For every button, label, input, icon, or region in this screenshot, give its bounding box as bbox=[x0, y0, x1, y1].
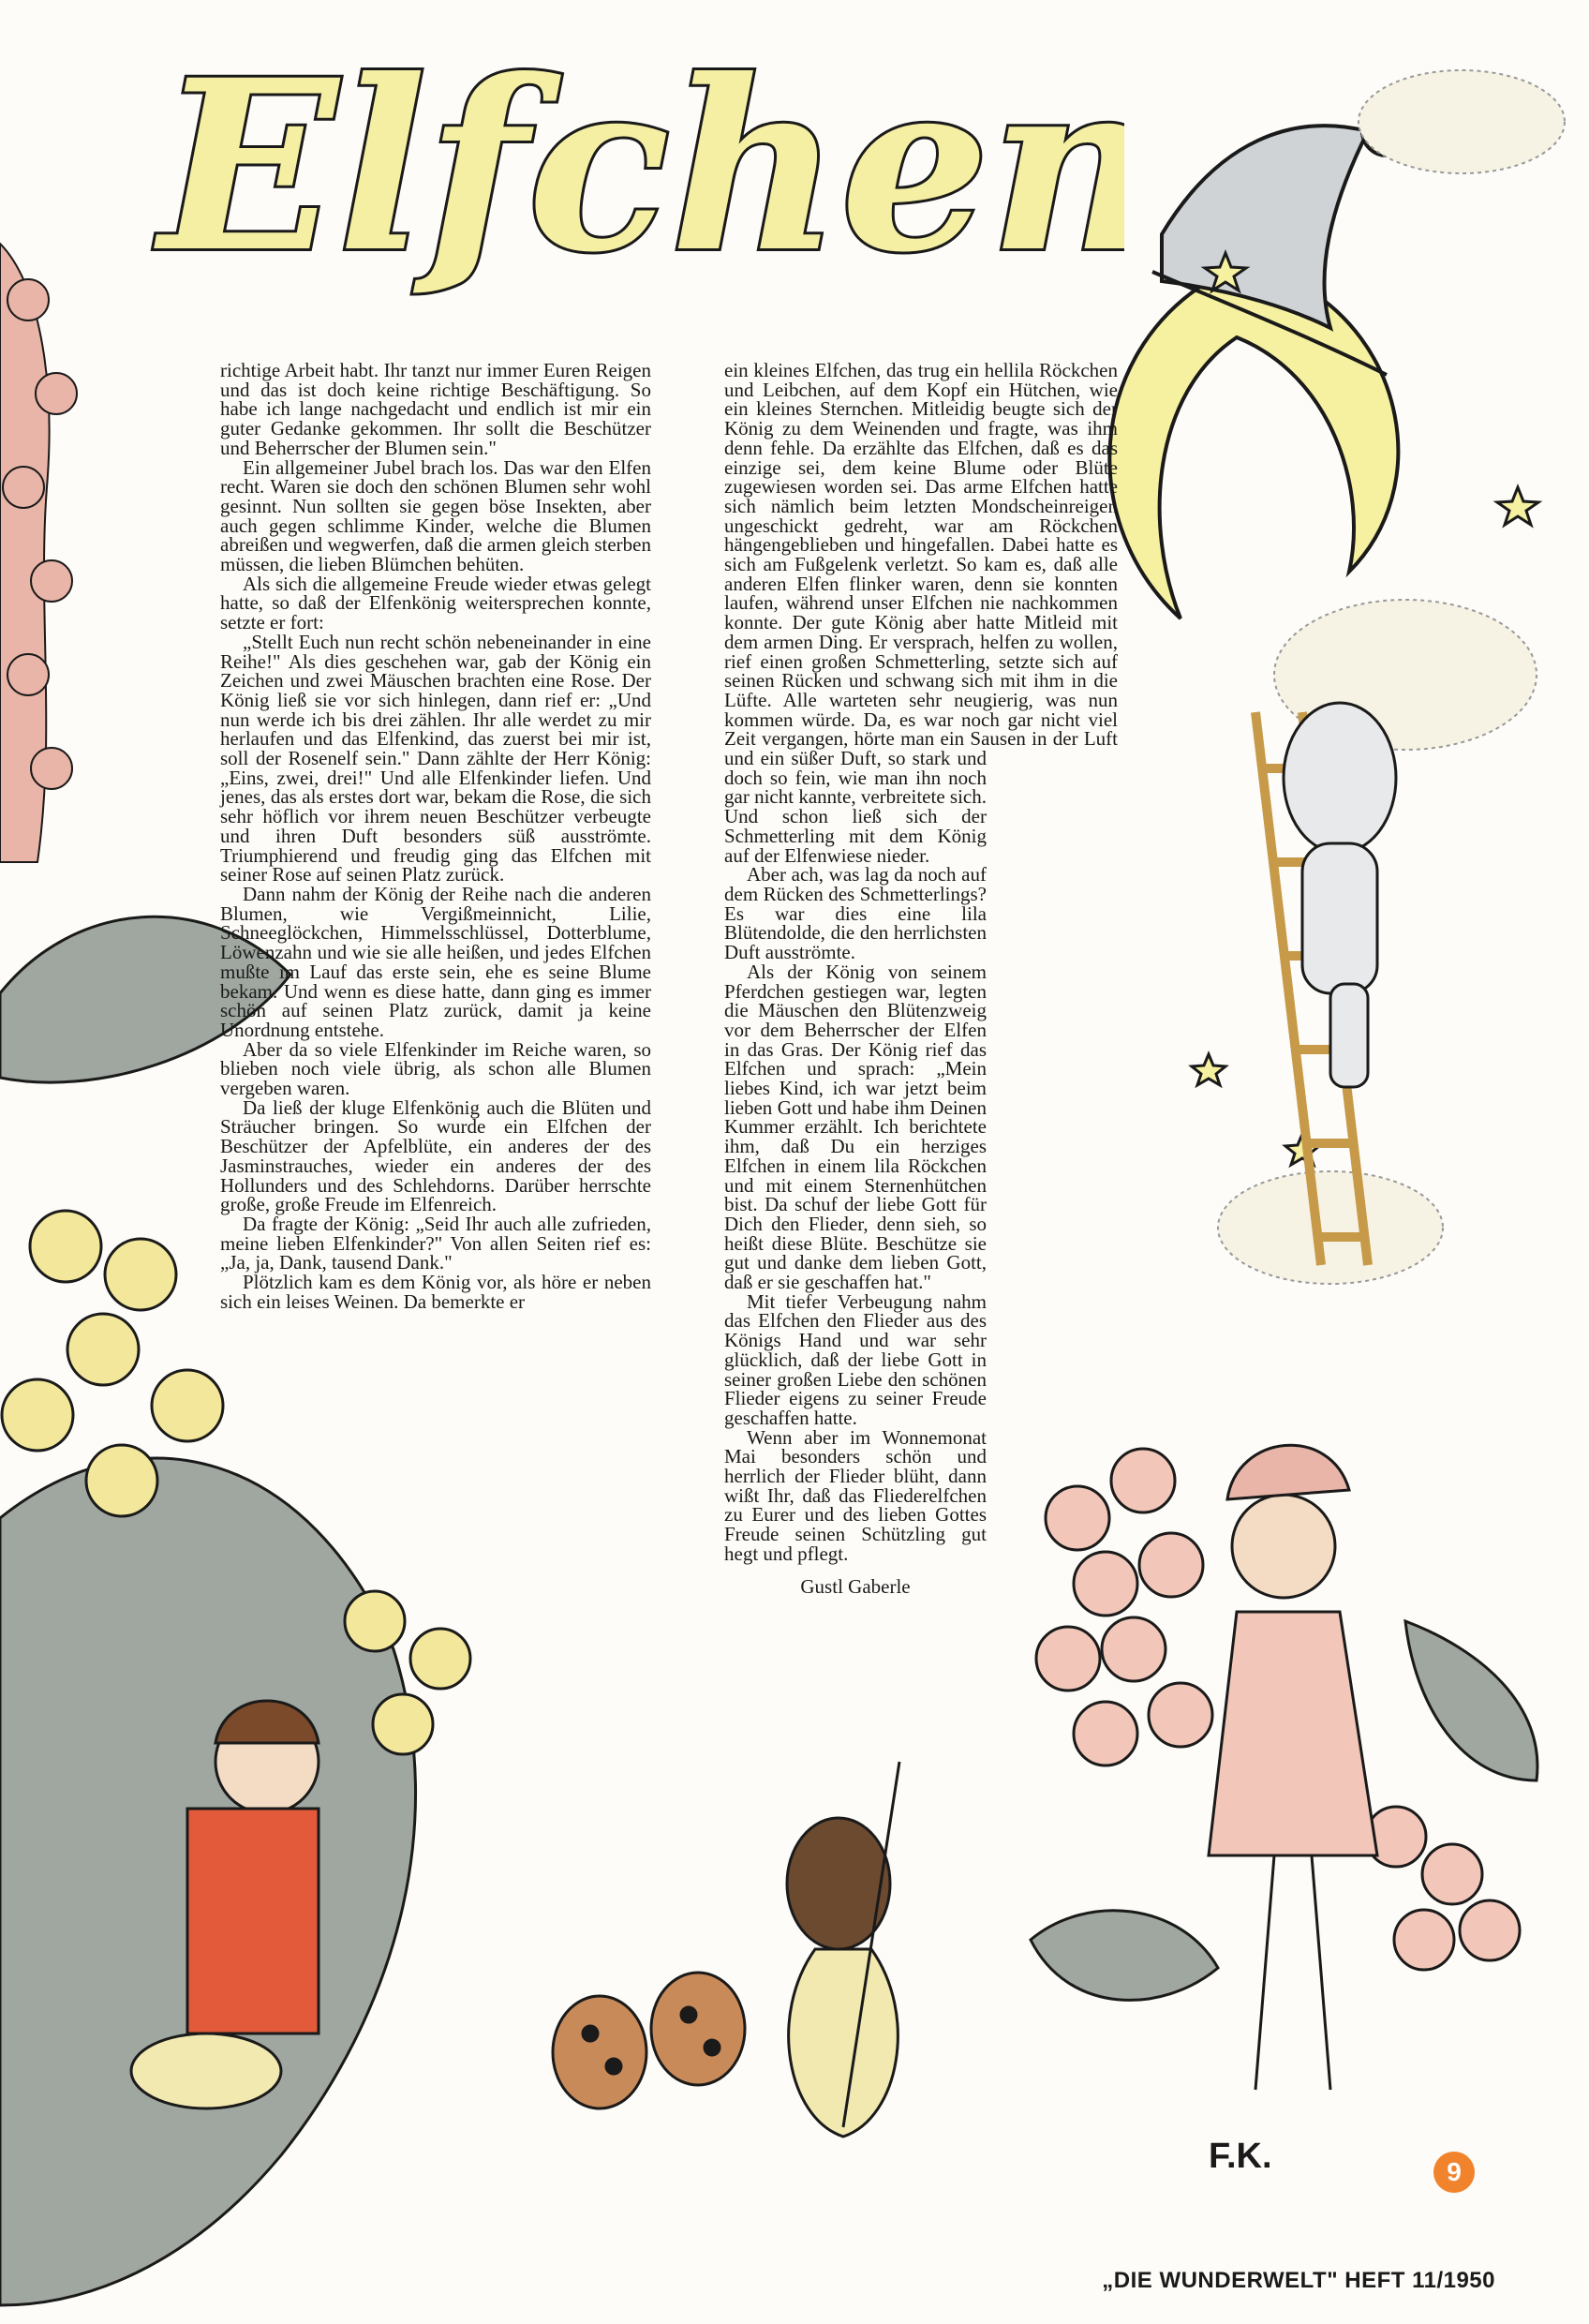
right-column bbox=[724, 361, 1221, 2094]
paragraph: richtige Arbeit habt. Ihr tanzt nur immer Euren Reigen und das ist doch keine richtige Beschäftigung. So habe ich lange nachgedacht und endlich ist mir ein guter Gedanke gekommen. Ihr sollt die Beschützer und Beherrscher der Blumen sein." bbox=[220, 359, 651, 459]
paragraph: ein kleines Elfchen, das trug ein hellila Röckchen und Leibchen, auf dem Kopf ein Hütchen, wie ein kleines Sternchen. Mitleidig beugte sich der König zu dem Weinenden und fragte, was ihm denn fehle. Da erzählte das Elfchen, daß es das einzige sei, dem keine Blume oder Blüte zugewiesen worden sei. Das arme Elfchen hatte sich nämlich beim letzten Mondscheinreigen ungeschickt gedreht, war am Röckchen hängengeblieben und hingefallen. Dabei hatte es sich am Fußgelenk verletzt. So kam es, daß alle anderen Elfen flinker waren, denn sie konnten laufen, während unser Elfchen nie nachkommen konnte. Der gute König aber hatte Mitleid mit dem armen Ding. Er versprach, helfen zu wollen, rief einen großen Schmetterling, setzte sich auf seinen Rücken und schwang sich mit ihm in die Lüfte. Alle warteten sehr neugierig, was nun kommen würde. Da, es war noch gar nicht viel Zeit vergangen, hörte man ein Sausen in der Luft und ein süßer Duft, so stark und doch so fein, wie man ihn noch gar nicht kannte, verbreitete sich. Und schon ließ sich der Schmetterling mit dem König auf der Elfenwiese nieder. bbox=[724, 359, 1118, 867]
page-number-badge: 9 bbox=[1433, 2152, 1475, 2193]
paragraph: Wenn aber im Wonnemonat Mai besonders schön und herrlich der Flieder blüht, dann wißt Ihr, daß das Fliederelfchen zu Eurer und des lieben Gottes Freude seinen Schützling gut hegt und pflegt. bbox=[724, 1425, 987, 1565]
float-spacer bbox=[987, 1720, 1202, 2094]
lilac-branch-left bbox=[0, 244, 77, 862]
left-column bbox=[155, 361, 651, 1935]
title-text: Elfchen bbox=[159, 37, 1124, 304]
float-spacer bbox=[1118, 501, 1221, 764]
float-spacer bbox=[155, 942, 220, 1542]
float-spacer bbox=[1202, 764, 1221, 904]
paragraph: Dann nahm der König der Reihe nach die anderen Blumen, wie Vergißmeinnicht, Lilie, Schneeglöckchen, Himmelsschlüssel, Dotterblume, Löwenzahn und wie sie alle heißen, und jedes Elfchen mußte im Lauf das erste sein, ehe es seine Blume bekam. Und wenn es diese hatte, dann ging es immer schön auf seinen Platz zurück, damit ja keine Unordnung entstehe. bbox=[220, 882, 651, 1041]
paragraph: „Stellt Euch nun recht schön nebeneinander in eine Reihe!" Als dies geschehen war, gab der König ein Zeichen und zwei Mäuschen brachten eine Rose. Der König ließ sie vor sich hinlegen, dann rief er: „Und nun werde ich bis drei zählen. Ihr alle werdet zu mir herlaufen und das Elfenkind, das zuerst bei mir ist, soll der Rosenelf sein." Dann zählte der Herr König: „Eins, zwei, drei!" Und alle Elfenkinder liefen. Und jenes, das als erstes dort war, bekam die Rose, die sich sehr höflich vor ihrem neuen Beschützer verbeugte und ihren Duft besonders süß ausströmte. Triumphierend und freudig ging das Elfchen mit seiner Rose auf seinen Platz zurück. bbox=[220, 630, 651, 886]
paragraph: Aber ach, was lag da noch auf dem Rücken des Schmetterlings? Es war dies eine lila Blütendolde, die den herrlichsten Duft ausströmte. bbox=[724, 863, 987, 964]
paragraph: Da ließ der kluge Elfenkönig auch die Blüten und Sträucher bringen. So wurde ein Elfchen der Beschützer der Apfelblüte, ein anderes der des Jasminstrauches, wieder ein anderes der des Hollunders und des Schlehdorns. Darüber herrschte große, große Freude im Elfenreich. bbox=[220, 1095, 651, 1216]
float-spacer bbox=[155, 1542, 295, 1673]
paragraph: Als sich die allgemeine Freude wieder etwas gelegt hatte, so daß der Elfenkönig weitersprechen konnte, setzte er fort: bbox=[220, 572, 651, 634]
illustrator-initials: F.K. bbox=[1209, 2137, 1272, 2176]
paragraph: Da fragte der König: „Seid Ihr auch alle zufrieden, meine lieben Elfenkinder?" Von allen Seiten rief es: „Ja, ja, Dank, tausend Dank." bbox=[220, 1212, 651, 1274]
author-signature: Gustl Gaberle bbox=[800, 1574, 911, 1598]
paragraph: Mit tiefer Verbeugung nahm das Elfchen den Flieder aus des Königs Hand und war sehr glücklich, daß der liebe Gott in seiner großen Liebe den schönen Flieder eigens zu seiner Freude geschaffen hatte. bbox=[724, 1289, 987, 1429]
ladder-elf-illustration bbox=[1284, 703, 1396, 1087]
paragraph: Aber da so viele Elfenkinder im Reiche waren, so blieben noch viele übrig, als schon alle Blumen vergeben waren. bbox=[220, 1037, 651, 1100]
paragraph: Plötzlich kam es dem König vor, als höre er neben sich ein leises Weinen. Da bemerkte er bbox=[220, 1271, 651, 1313]
ladybugs-illustration bbox=[553, 1973, 745, 2108]
paragraph: Ein allgemeiner Jubel brach los. Das war den Elfen recht. Waren sie doch den schönen Blumen sehr wohl gesinnt. Nun sollten sie gegen böse Insekten, aber auch gegen schlimme Kinder, welche die Blumen abreißen und wegwerfen, daß die armen gleich sterben müssen, die lieben Blümchen behüten. bbox=[220, 455, 651, 576]
float-spacer bbox=[155, 1673, 370, 1935]
paragraph: Als der König von seinem Pferdchen gestiegen war, legten die Mäuschen den Blütenzweig vor dem Beherrscher der Elfen in das Gras. Der König rief das Elfchen und sprach: „Mein liebes Kind, ich war jetzt beim lieben Gott und habe ihm Deinen Kummer erzählt. Ich berichtete ihm, daß Du ein herziges Elfchen in einem lila Röckchen und mit einem Sternenhütchen bist. Da schuf der liebe Gott für Dich den Flieder, denn sieh, so heißt diese Blüte. Beschütze sie gut und danke dem lieben Gott, daß er sie geschaffen hat." bbox=[724, 960, 987, 1294]
magazine-footer: „DIE WUNDERWELT" HEFT 11/1950 bbox=[1102, 2268, 1495, 2293]
